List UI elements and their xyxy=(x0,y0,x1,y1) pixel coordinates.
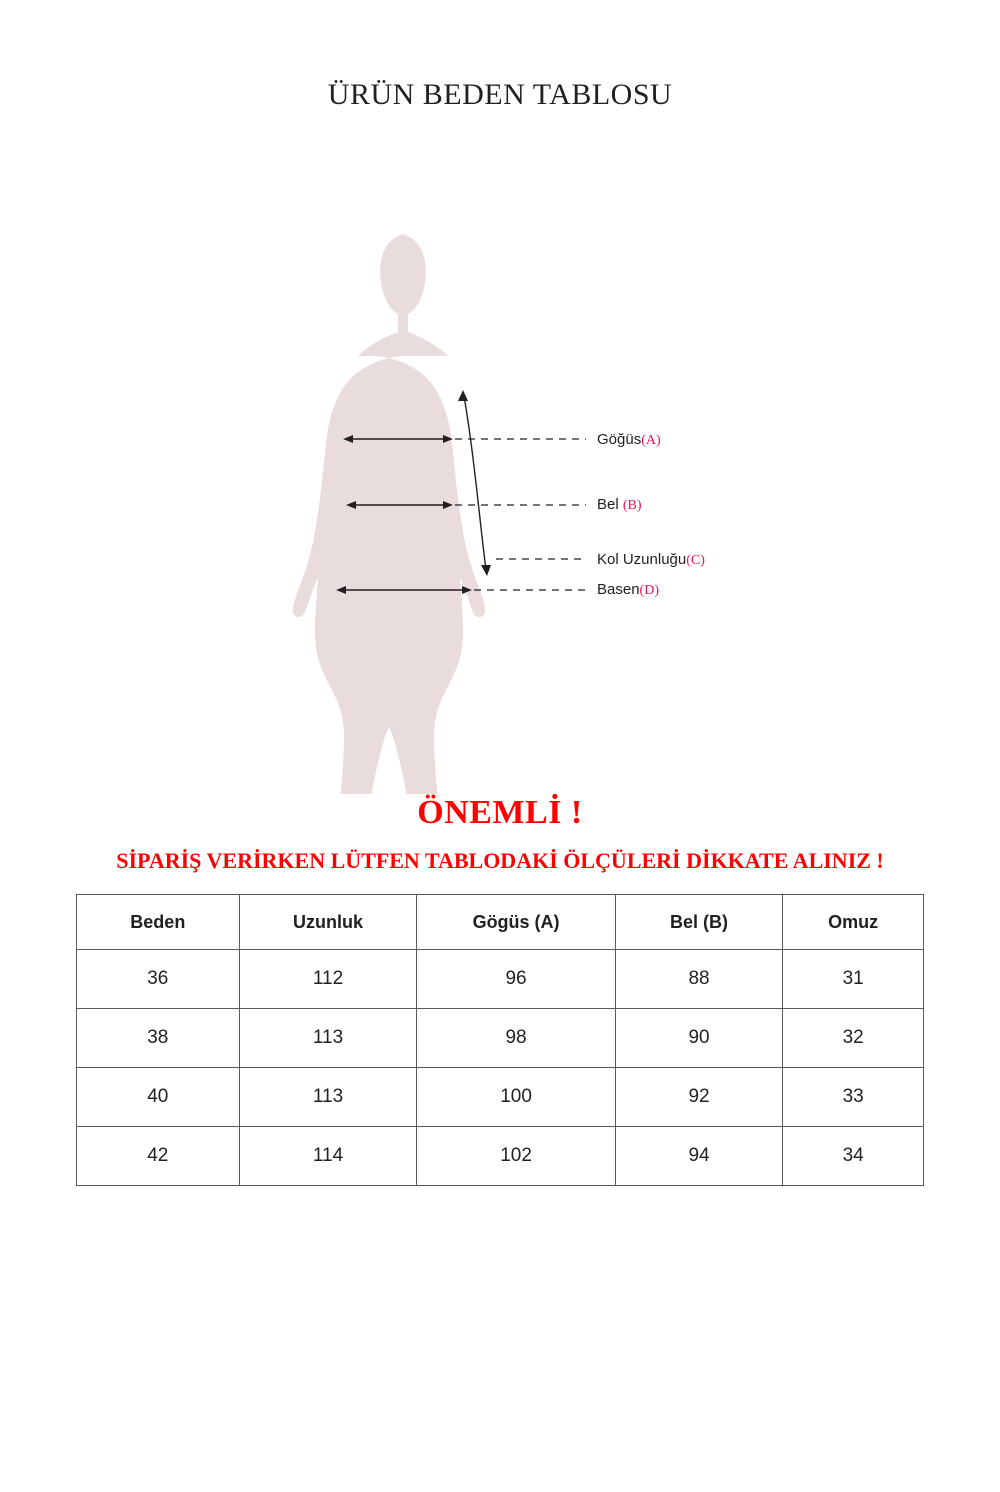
column-header-uzunluk: Uzunluk xyxy=(239,895,417,950)
cell-beden: 42 xyxy=(77,1127,240,1186)
cell-uzunluk: 114 xyxy=(239,1127,417,1186)
cell-gogus: 96 xyxy=(417,950,615,1009)
column-header-beden: Beden xyxy=(77,895,240,950)
size-table xyxy=(76,894,924,1186)
cell-bel: 92 xyxy=(615,1068,783,1127)
page-title: ÜRÜN BEDEN TABLOSU xyxy=(327,78,673,111)
size-table-wrapper xyxy=(76,894,924,1186)
cell-beden: 40 xyxy=(77,1068,240,1127)
label-chest xyxy=(597,431,661,449)
cell-uzunluk: 113 xyxy=(239,1009,417,1068)
cell-bel: 90 xyxy=(615,1009,783,1068)
column-header-gogus: Gögüs (A) xyxy=(417,895,615,950)
cell-bel: 94 xyxy=(615,1127,783,1186)
label-sleeve-length xyxy=(597,551,705,569)
cell-omuz: 33 xyxy=(783,1068,924,1127)
measurement-diagram xyxy=(0,134,1000,794)
table-row xyxy=(77,950,924,1009)
notice-headline: ÖNEMLİ ! xyxy=(417,794,583,831)
cell-uzunluk: 113 xyxy=(239,1068,417,1127)
body-silhouette-icon xyxy=(0,134,1000,794)
label-hip-tag: (D) xyxy=(639,583,659,598)
column-header-bel: Bel (B) xyxy=(615,895,783,950)
table-row xyxy=(77,1068,924,1127)
cell-omuz: 31 xyxy=(783,950,924,1009)
cell-uzunluk: 112 xyxy=(239,950,417,1009)
label-waist-text: Bel xyxy=(597,496,623,513)
label-waist xyxy=(597,496,642,514)
notice-subline: SİPARİŞ VERİRKEN LÜTFEN TABLODAKİ ÖLÇÜLERİ DİKKATE ALINIZ ! xyxy=(116,848,884,873)
cell-beden: 36 xyxy=(77,950,240,1009)
cell-gogus: 98 xyxy=(417,1009,615,1068)
cell-omuz: 32 xyxy=(783,1009,924,1068)
label-chest-text: Göğüs xyxy=(597,431,642,448)
table-row xyxy=(77,1009,924,1068)
label-chest-tag: (A) xyxy=(641,433,661,448)
important-notice xyxy=(0,794,1000,874)
cell-beden: 38 xyxy=(77,1009,240,1068)
cell-gogus: 100 xyxy=(417,1068,615,1127)
label-sleeve-length-text: Kol Uzunluğu xyxy=(597,551,687,568)
table-row xyxy=(77,1127,924,1186)
label-hip-text: Basen xyxy=(597,581,640,598)
cell-gogus: 102 xyxy=(417,1127,615,1186)
label-waist-tag: (B) xyxy=(622,498,642,513)
cell-bel: 88 xyxy=(615,950,783,1009)
label-sleeve-length-tag: (C) xyxy=(686,553,705,568)
column-header-omuz: Omuz xyxy=(783,895,924,950)
cell-omuz: 34 xyxy=(783,1127,924,1186)
table-header-row xyxy=(77,895,924,950)
label-hip xyxy=(597,581,659,599)
